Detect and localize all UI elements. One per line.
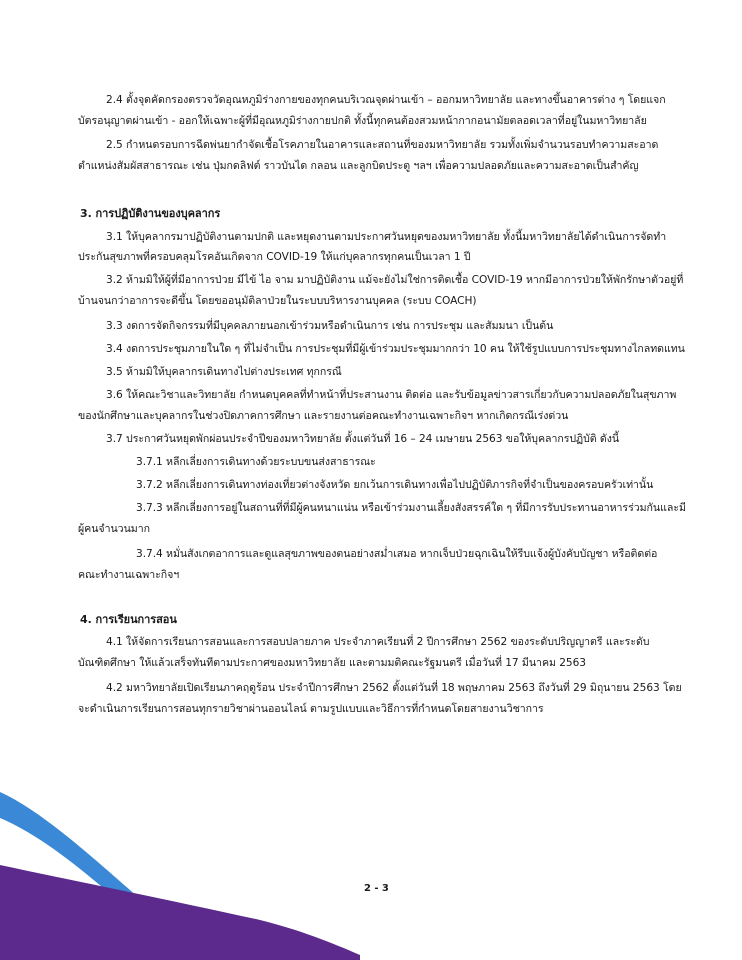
para-2-4-line-2: บัตรอนุญาตผ่านเข้า - ออกให้เฉพาะผู้ที่มีอุณหภูมิร่างกายปกติ ทั้งนี้ทุกคนต้องสวมหน้ากากอนามัยตลอดเวลาที่อยู่ในมหาวิทยาลัย [78,115,647,127]
para-3-6-line-1: 3.6 ให้คณะวิชาและวิทยาลัย กำหนดบุคคลที่ทำหน้าที่ประสานงาน ติดต่อ และรับข้อมูลข่าวสารเกี่ยวกับความปลอดภัยในสุขภาพ [106,389,677,401]
swoosh-purple-stripe [0,865,360,960]
para-4-1-line-1: 4.1 ให้จัดการเรียนการสอนและการสอบปลายภาค ประจำภาคเรียนที่ 2 ปีการศึกษา 2562 ของระดับปริญญาตรี และระดับ [106,636,650,648]
para-4-1-line-2: บัณฑิตศึกษา ให้แล้วเสร็จทันทีตามประกาศของมหาวิทยาลัย และตามมติคณะรัฐมนตรี เมื่อวันที่ 17 มีนาคม 2563 [78,657,586,669]
para-2-5-line-2: ตำแหน่งสัมผัสสาธารณะ เช่น ปุ่มกดลิฟต์ ราวบันได กลอน และลูกบิดประตู ฯลฯ เพื่อความปลอดภัยและความสะอาดเป็นสำคัญ [78,160,639,172]
para-2-4-line-1: 2.4 ตั้งจุดคัดกรองตรวจวัดอุณหภูมิร่างกายของทุกคนบริเวณจุดผ่านเข้า – ออกมหาวิทยาลัย และทางขึ้นอาคารต่าง ๆ โดยแจก [106,94,666,106]
para-3-5: 3.5 ห้ามมิให้บุคลากรเดินทางไปต่างประเทศ ทุกกรณี [106,366,342,378]
section-4-heading: 4. การเรียนการสอน [80,613,177,626]
para-4-2-line-2: จะดำเนินการเรียนการสอนทุกรายวิชาผ่านออนไลน์ ตามรูปแบบและวิธีการที่กำหนดโดยสายงานวิชาการ [78,703,544,715]
para-3-7-4-line-1: 3.7.4 หมั่นสังเกตอาการและดูแลสุขภาพของตนอย่างสม่ำเสมอ หากเจ็บป่วยฉุกเฉินให้รีบแจ้งผู้บังคับบัญชา หรือติดต่อ [136,548,658,560]
para-3-7-3-line-2: ผู้คนจำนวนมาก [78,523,150,535]
page-number: 2 - 3 [364,883,389,894]
para-3-7-1: 3.7.1 หลีกเลี่ยงการเดินทางด้วยระบบขนส่งสาธารณะ [136,456,376,468]
para-2-5-line-1: 2.5 กำหนดรอบการฉีดพ่นยากำจัดเชื้อโรคภายในอาคารและสถานที่ของมหาวิทยาลัย รวมทั้งเพิ่มจำนวนรอบทำความสะอาด [106,139,659,151]
para-3-6-line-2: ของนักศึกษาและบุคลากรในช่วงปิดภาคการศึกษา และรายงานต่อคณะทำงานเฉพาะกิจฯ หากเกิดกรณีเร่งด่วน [78,410,569,422]
para-4-2-line-1: 4.2 มหาวิทยาลัยเปิดเรียนภาคฤดูร้อน ประจำปีการศึกษา 2562 ตั้งแต่วันที่ 18 พฤษภาคม 2563 ถึงวันที่ 29 มิถุนายน 2563 โดย [106,682,682,694]
para-3-1-line-1: 3.1 ให้บุคลากรมาปฏิบัติงานตามปกติ และหยุดงานตามประกาศวันหยุดของมหาวิทยาลัย ทั้งนี้มหาวิทยาลัยได้ดำเนินการจัดทำ [106,231,667,243]
para-3-4: 3.4 งดการประชุมภายในใด ๆ ที่ไม่จำเป็น การประชุมที่มีผู้เข้าร่วมประชุมมากกว่า 10 คน ให้ใช้รูปแบบการประชุมทางไกลทดแทน [106,343,685,355]
para-3-3: 3.3 งดการจัดกิจกรรมที่มีบุคคลภายนอกเข้าร่วมหรือดำเนินการ เช่น การประชุม และสัมมนา เป็นต้น [106,320,554,332]
para-3-1-line-2: ประกันสุขภาพที่ครอบคลุมโรคอันเกิดจาก COVID-19 ให้แก่บุคลากรทุกคนเป็นเวลา 1 ปี [78,251,471,263]
para-3-7-3-line-1: 3.7.3 หลีกเลี่ยงการอยู่ในสถานที่ที่มีผู้คนหนาแน่น หรือเข้าร่วมงานเลี้ยงสังสรรค์ใด ๆ ที่มีการรับประทานอาหารร่วมกันและมี [136,502,686,514]
decorative-swoosh [0,770,360,960]
para-3-7-line-1: 3.7 ประกาศวันหยุดพักผ่อนประจำปีของมหาวิทยาลัย ตั้งแต่วันที่ 16 – 24 เมษายน 2563 ขอให้บุคลากรปฏิบัติ ดังนี้ [106,433,620,445]
para-3-7-2: 3.7.2 หลีกเลี่ยงการเดินทางท่องเที่ยวต่างจังหวัด ยกเว้นการเดินทางเพื่อไปปฏิบัติภารกิจที่จำเป็นของครอบครัวเท่านั้น [136,479,654,491]
para-3-7-4-line-2: คณะทำงานเฉพาะกิจฯ [78,569,180,581]
para-3-2-line-1: 3.2 ห้ามมิให้ผู้ที่มีอาการป่วย มีไข้ ไอ จาม มาปฏิบัติงาน แม้จะยังไม่ใช่การติดเชื้อ COVID-19 หากมีอาการป่วยให้พักรักษาตัวอยู่ที่ [106,274,684,286]
section-3-heading: 3. การปฏิบัติงานของบุคลากร [80,207,221,220]
para-3-2-line-2: บ้านจนกว่าอาการจะดีขึ้น โดยขออนุมัติลาป่วยในระบบบริหารงานบุคคล (ระบบ COACH) [78,295,477,307]
